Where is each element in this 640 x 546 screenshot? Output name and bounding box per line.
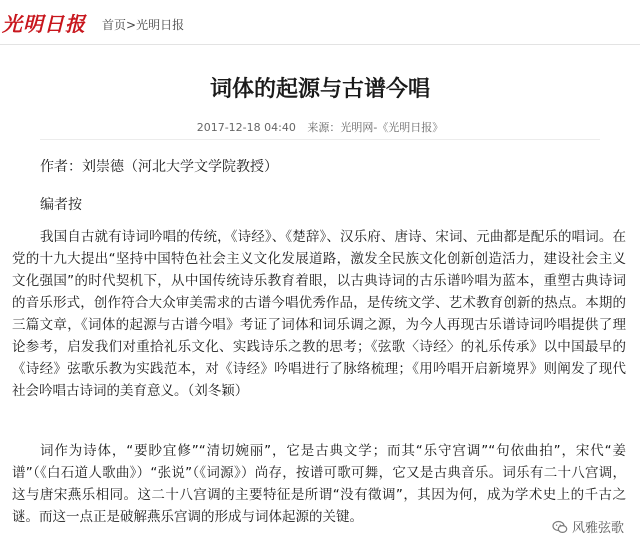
- breadcrumb-current-link[interactable]: 光明日报: [136, 18, 185, 32]
- publish-date: 2017-12-18 04:40: [196, 121, 296, 134]
- editor-note-label: 编者按: [40, 197, 82, 213]
- wechat-icon: [552, 519, 568, 535]
- article-author: 作者：刘崇德（河北大学文学院教授）: [40, 159, 278, 175]
- breadcrumb-separator: >: [126, 18, 137, 32]
- article-title: 词体的起源与古谱今唱: [209, 76, 430, 102]
- meta-divider: [40, 139, 600, 140]
- watermark-text: 风雅弦歌: [571, 521, 624, 536]
- article-meta: [0, 119, 640, 135]
- article-paragraph: 我国自古就有诗词吟唱的传统，《诗经》、《楚辞》、汉乐府、唐诗、宋词、元曲都是配乐的唱词。在党的十九大提出“坚持中国特色社会主义文化发展道路，激发全民族文化创新创造活力，建设社会主义文化强国”的时代契机下，从中国传统诗乐教育着眼，以古典诗词的古乐谱吟唱为蓝本，重塑古典诗词的音乐形式，创作符合大众审美需求的古谱今唱优秀作品，是传统文学、艺术教育创新的热点。本期的三篇文章，《词体的起源与古谱今唱》考证了词体和词乐调之源，为今人再现古乐谱诗词吟唱提供了理论参考，启发我们对重拾礼乐文化、实践诗乐之教的思考；《弦歌〈诗经〉的礼乐传承》以中国最早的《诗经》弦歌乐教为实践范本，对《诗经》吟唱进行了脉络梳理；《用吟唱开启新境界》则阐发了现代社会吟唱古诗词的美育意义。（刘冬颖）: [12, 229, 626, 399]
- article-source: 来源：光明网-《光明日报》: [307, 121, 444, 134]
- account-watermark: [548, 515, 628, 538]
- breadcrumb: [102, 16, 184, 33]
- guangming-daily-logo[interactable]: 光明日报: [2, 12, 86, 36]
- site-header: [0, 0, 640, 45]
- article-paragraph: 词作为诗体，“要眇宜修”“清切婉丽”，它是古典文学；而其“乐守宫调”“句依曲拍”，宋代“姜谱”（《白石道人歌曲》）“张说”（《词源》）尚存，按谱可歌可舞，它又是古典音乐。词乐有二十八宫调，这与唐宋燕乐相同。这二十八宫调的主要特征是所谓“没有徵调”，其因为何，成为学术史上的千古之谜。而这一点正是破解燕乐宫调的形成与词体起源的关键。: [12, 443, 626, 525]
- breadcrumb-home-link[interactable]: 首页: [102, 18, 127, 32]
